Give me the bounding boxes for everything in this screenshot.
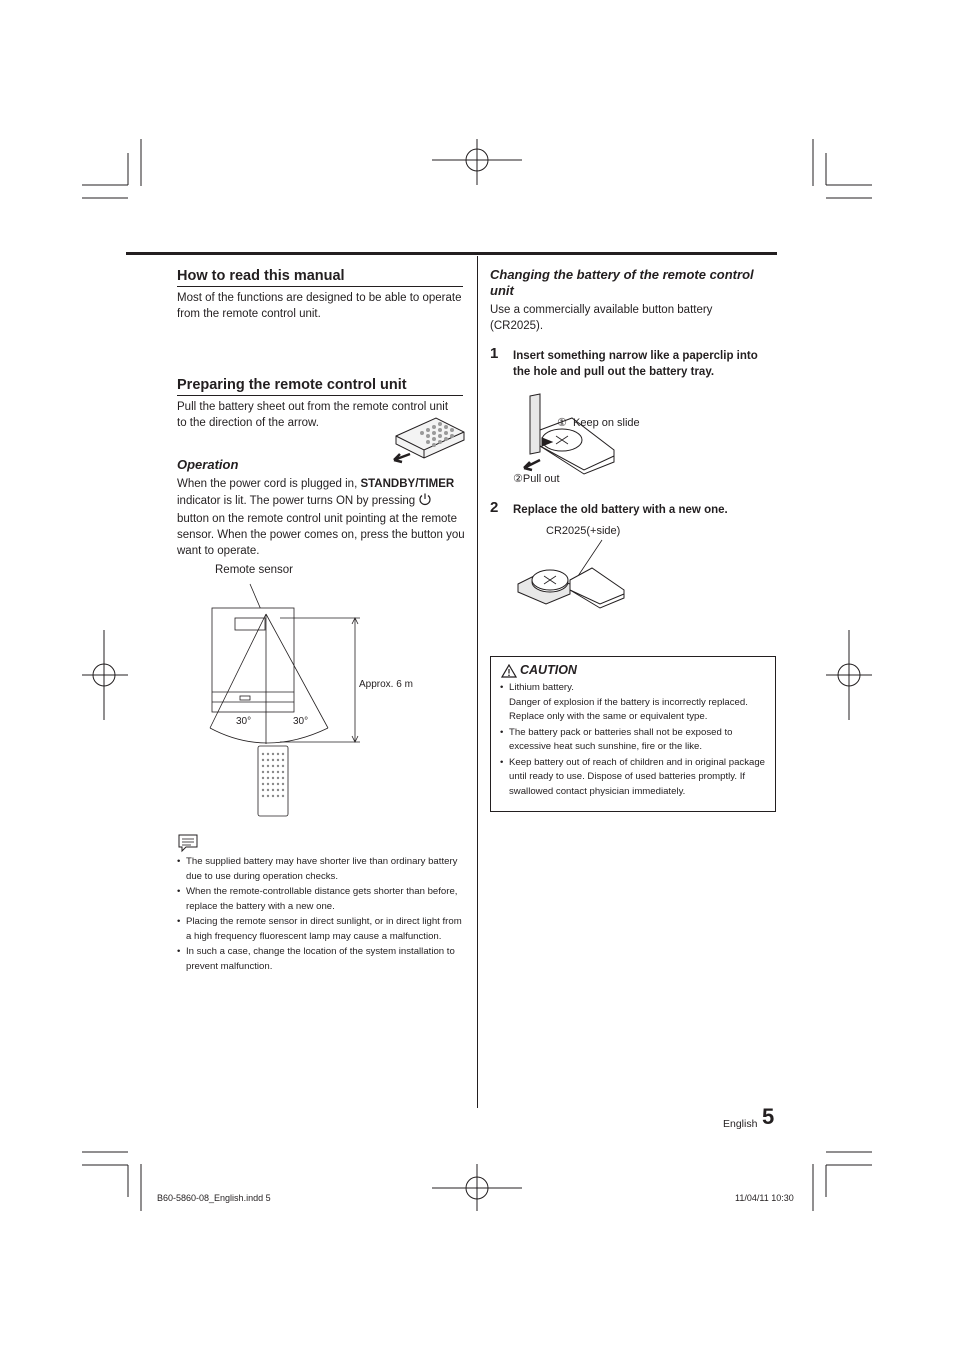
changing-battery-text: Use a commercially available button battery (CR2025). [490, 304, 713, 332]
how-to-read-text: Most of the functions are designed to be able to operate from the remote control unit. [177, 292, 462, 320]
changing-battery-heading: Changing the battery of the remote control unit [490, 267, 754, 298]
note-item: • The supplied battery may have shorter live than ordinary battery due to use during operation checks. [177, 855, 462, 884]
operation-heading: Operation [177, 457, 239, 472]
note-icon [176, 832, 200, 854]
pull-out-text: Pull out [522, 473, 560, 485]
pull-out-label [513, 472, 560, 485]
power-icon [418, 492, 432, 511]
caution-title: CAUTION [520, 663, 577, 677]
distance-label: Approx. 6 m [359, 679, 413, 690]
notes-list [177, 855, 462, 975]
caution-item: • Keep battery out of reach of children and in original package until ready to use. Dispose of used batteries promptly. If swallowed contact physician immediately. [500, 756, 768, 800]
page-language: English [723, 1118, 758, 1130]
cr2025-label: CR2025(+side) [546, 525, 621, 537]
operation-text [177, 476, 467, 559]
page-top-rule [126, 252, 777, 255]
operation-text-part: indicator is lit. The power turns ON by pressing [177, 495, 416, 507]
step-text: Insert something narrow like a paperclip into the hole and pull out the battery tray. [513, 350, 758, 378]
angle-left-label: 30° [236, 716, 252, 727]
step-text: Replace the old battery with a new one. [513, 504, 728, 516]
operation-text-part: When the power cord is plugged in, [177, 478, 361, 490]
remote-range-diagram [180, 578, 380, 823]
heading-underline [177, 286, 463, 287]
caution-list [500, 681, 768, 800]
caution-item: • The battery pack or batteries shall not be exposed to excessive heat such sunshine, fire or the like. [500, 726, 768, 755]
pull-out-tray-illustration [510, 390, 620, 480]
battery-sheet-illustration [388, 410, 468, 466]
caution-item-text: Lithium battery. [509, 682, 574, 693]
replace-battery-illustration [510, 538, 630, 610]
step-mark-1: ① [557, 417, 567, 429]
step-number: 2 [490, 499, 499, 516]
heading-underline [177, 395, 463, 396]
operation-text-part: button on the remote control unit pointing at the remote sensor. When the power comes on, press the button you want to operate. [177, 513, 465, 557]
keep-on-slide-text: Keep on slide [573, 417, 640, 429]
note-item: • Placing the remote sensor in direct sunlight, or in direct light from a high frequency fluorescent lamp may cause a malfunction. [177, 915, 462, 944]
preparing-text: Pull the battery sheet out from the remote control unit to the direction of the arrow. [177, 401, 449, 429]
print-footer-file: B60-5860-08_English.indd 5 [157, 1193, 271, 1203]
caution-item [500, 681, 768, 725]
page-number: 5 [762, 1104, 775, 1129]
keep-on-slide-label [557, 416, 640, 429]
standby-timer-term: STANDBY/TIMER [360, 478, 455, 490]
column-divider [477, 256, 478, 1108]
note-item: • When the remote-controllable distance gets shorter than before, replace the battery with a new one. [177, 885, 462, 914]
heading-how-to-read: How to read this manual [177, 268, 345, 284]
remote-sensor-label: Remote sensor [215, 564, 293, 576]
print-footer-timestamp: 11/04/11 10:30 [735, 1193, 794, 1203]
step-mark-2: ② [513, 473, 523, 485]
note-item-continuation: • In such a case, change the location of the system installation to prevent malfunction. [177, 945, 462, 974]
angle-right-label: 30° [293, 716, 309, 727]
warning-triangle-icon [501, 664, 517, 678]
step-number: 1 [490, 345, 499, 362]
heading-preparing-remote: Preparing the remote control unit [177, 377, 407, 393]
caution-item-text: Danger of explosion if the battery is incorrectly replaced. Replace only with the same or equivalent type. [509, 696, 748, 722]
